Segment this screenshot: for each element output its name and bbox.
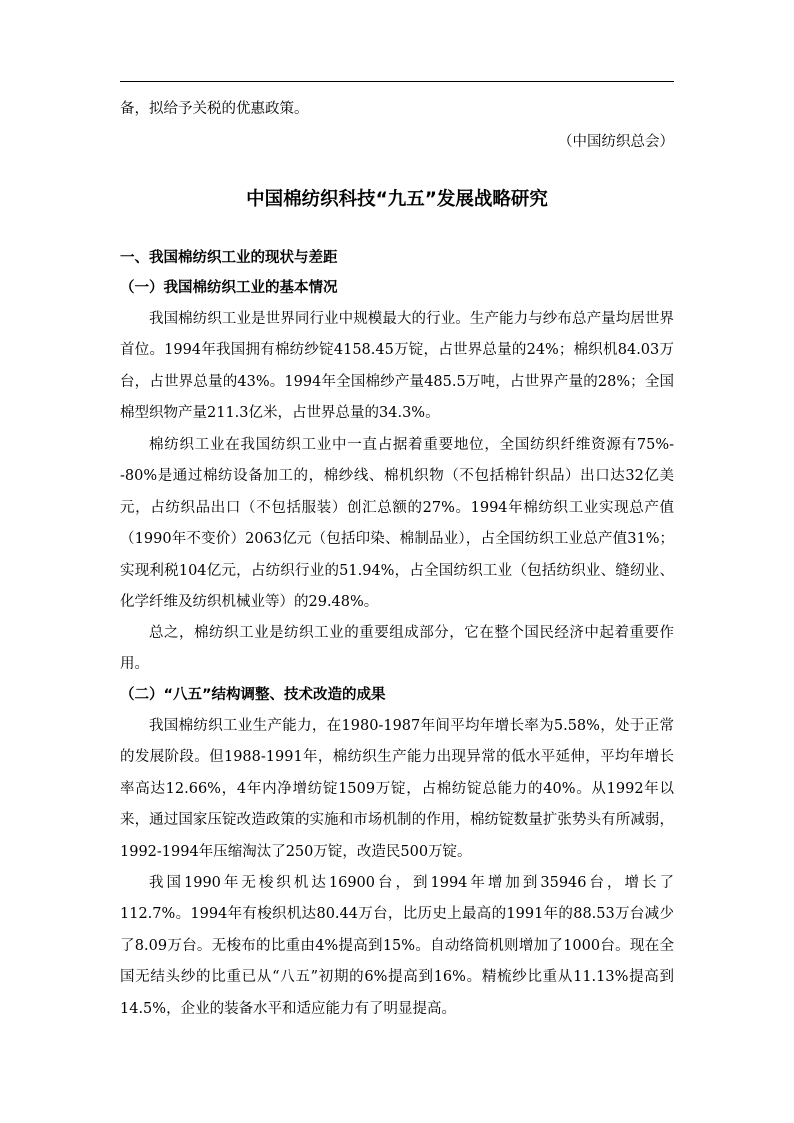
- subsection-heading-1: （一）我国棉纺织工业的基本情况: [120, 280, 338, 296]
- paragraph: 我国棉纺织工业生产能力，在1980-1987年间平均年增长率为5.58%，处于正常的发展阶段。但1988-1991年，棉纺织生产能力出现异常的低水平延伸，平均年增长率高达12.66%，4年内净增纺锭1509万锭，占棉纺锭总能力的40%。从1992年以来，通过国家压锭改造政策的实施和市场机制的作用，棉纺锭数量扩张势头有所减弱，1992-1994年压缩淘汰了250万锭，改造民500万锭。: [120, 718, 674, 860]
- section-heading: 一、我国棉纺织工业的现状与差距: [120, 250, 338, 266]
- source-attribution: （中国纺织总会）: [558, 134, 674, 150]
- paragraph: 棉纺织工业在我国纺织工业中一直占据着重要地位，全国纺织纤维资源有75%--80%是通过棉纺设备加工的，棉纱线、棉机织物（不包括棉针织品）出口达32亿美元，占纺织品出口（不包括服装）创汇总额的27%。1994年棉纺织工业实现总产值（1990年不变价）2063亿元（包括印染、棉制品业），占全国纺织工业总产值31%；实现利税104亿元，占纺织行业的51.94%，占全国纺织工业（包括纺织业、缝纫业、化学纤维及纺织机械业等）的29.48%。: [120, 437, 674, 611]
- continuation-text: 备，拟给予关税的优惠政策。: [120, 101, 309, 117]
- document-page: [120, 0, 674, 1123]
- paragraph: 我国1990年无梭织机达16900台，到1994年增加到35946台，增长了112.7%。1994年有梭织机达80.44万台，比历史上最高的1991年的88.53万台减少了8.09万台。无梭布的比重由4%提高到15%。自动络筒机则增加了1000台。现在全国无结头纱的比重已从“八五”初期的6%提高到16%。精梳纱比重从11.13%提高到14.5%，企业的装备水平和适应能力有了明显提高。: [120, 875, 674, 1017]
- document-title: 中国棉纺织科技“九五”发展战略研究: [246, 189, 548, 210]
- header-rule: [120, 81, 674, 82]
- paragraph: 我国棉纺织工业是世界同行业中规模最大的行业。生产能力与纱布总产量均居世界首位。1994年我国拥有棉纺纱锭4158.45万锭，占世界总量的24%；棉织机84.03万台，占世界总量的43%。1994年全国棉纱产量485.5万吨，占世界产量的28%；全国棉型织物产量211.3亿米，占世界总量的34.3%。: [120, 311, 674, 422]
- paragraph: 总之，棉纺织工业是纺织工业的重要组成部分，它在整个国民经济中起着重要作用。: [120, 625, 674, 673]
- subsection-heading-2: （二）“八五”结构调整、技术改造的成果: [120, 687, 386, 703]
